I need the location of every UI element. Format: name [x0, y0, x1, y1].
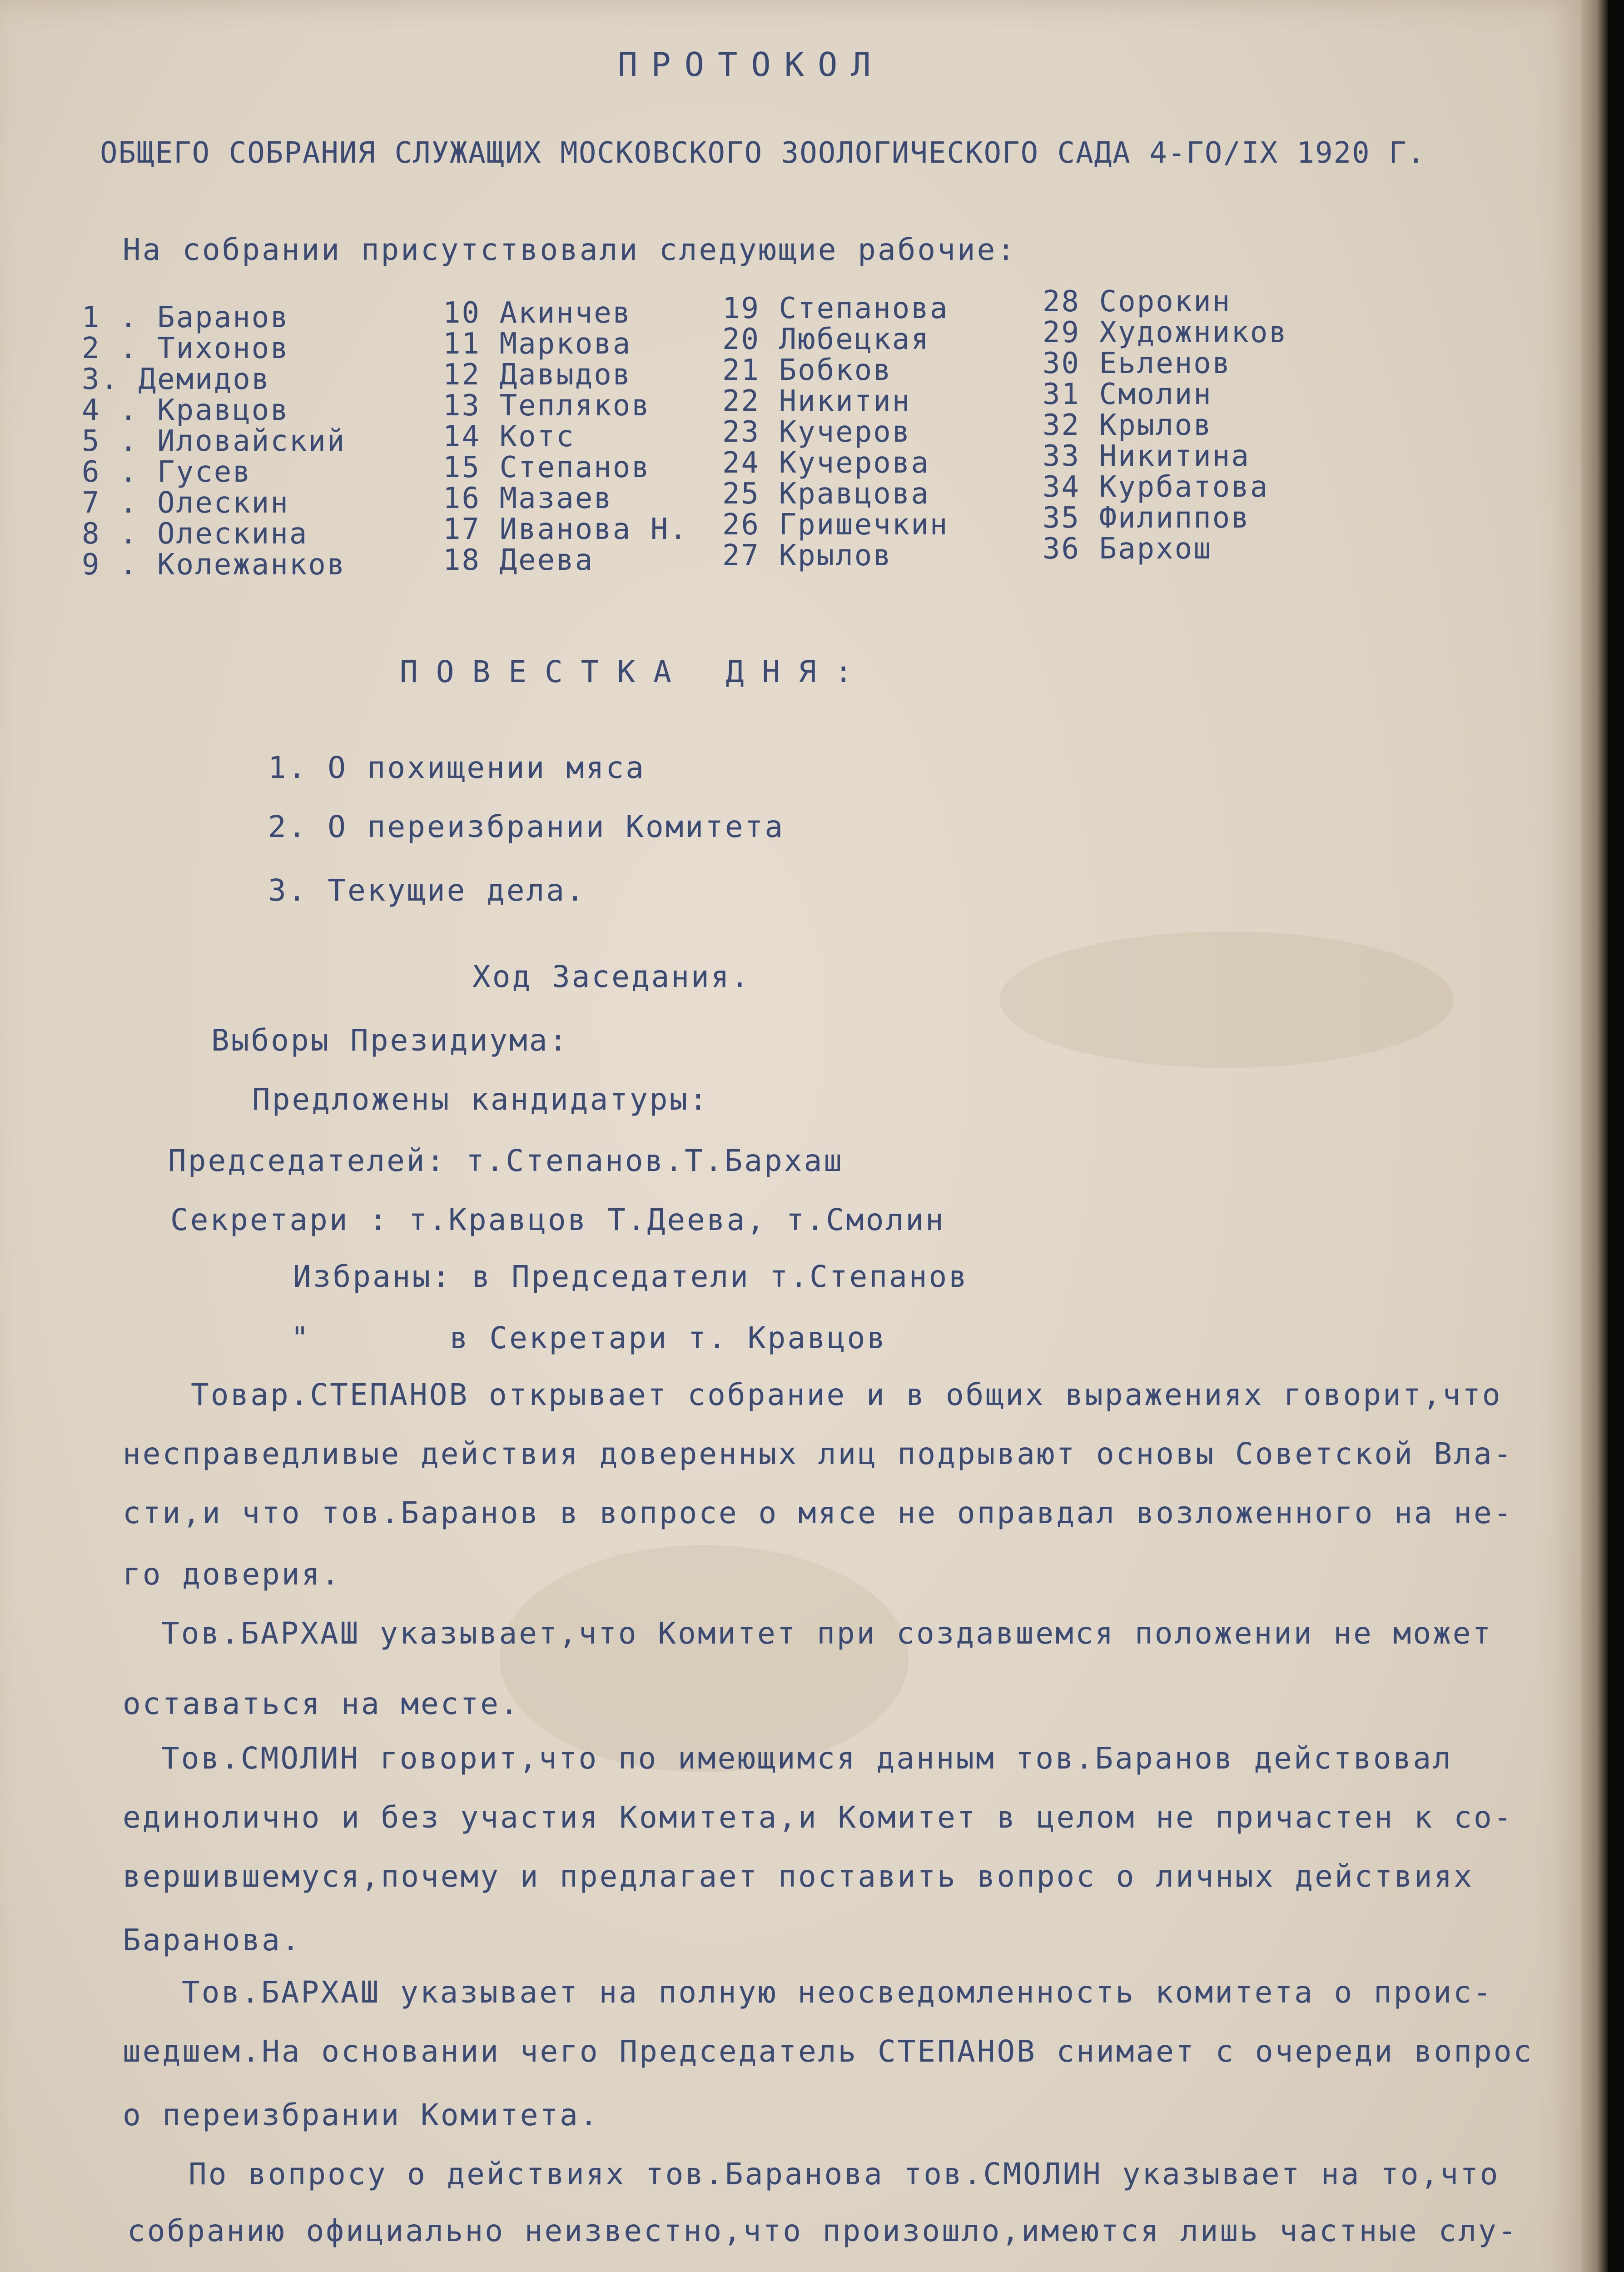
attendee: 29 Художников	[1043, 316, 1288, 349]
attendee: 2 . Тихонов	[82, 332, 289, 365]
body-line: По вопросу о действиях тов.Баранова тов.СМОЛИН указывает на то,что	[189, 2157, 1500, 2192]
attendee: 12 Давыдов	[443, 358, 632, 392]
paper-edge	[1581, 0, 1608, 2272]
attendee: 10 Акинчев	[443, 296, 632, 330]
elected-chair-line: Избраны: в Председатели т.Степанов	[293, 1259, 969, 1294]
agenda-heading: ПОВЕСТКА ДНЯ:	[400, 654, 871, 689]
secretaries-line: Секретари : т.Кравцов Т.Деева, т.Смолин	[170, 1202, 945, 1237]
body-line: Тов.БАРХАШ указывает на полную неосведомленность комитета о проис-	[182, 1975, 1493, 2010]
attendees-intro: На собрании присутствовали следующие рабочие:	[123, 232, 1017, 267]
body-line: несправедливые действия доверенных лиц подрывают основы Советской Вла-	[123, 1436, 1514, 1471]
attendee: 5 . Иловайский	[82, 424, 346, 458]
agenda-item: 1. О похищении мяса	[268, 750, 646, 785]
chairs-line: Председателей: т.Степанов.Т.Бархаш	[168, 1143, 844, 1178]
agenda-item: 2. О переизбрании Комитета	[268, 809, 785, 844]
attendee-column-2	[443, 298, 688, 576]
attendee: 33 Никитина	[1043, 439, 1250, 473]
attendee: 14 Котс	[443, 420, 575, 453]
attendee: 31 Смолин	[1043, 378, 1212, 411]
body-line: вершившемуся,почему и предлагает поставить вопрос о личных действиях	[123, 1859, 1474, 1894]
body-line: сти,и что тов.Баранов в вопросе о мясе не оправдал возложенного на не-	[123, 1495, 1514, 1530]
document-subtitle: ОБЩЕГО СОБРАНИЯ СЛУЖАЩИХ МОСКОВСКОГО ЗООЛОГИЧЕСКОГО САДА 4-ГО/IX 1920 Г.	[100, 136, 1426, 170]
body-line: о переизбрании Комитета.	[123, 2098, 600, 2132]
body-line: го доверия.	[123, 1557, 342, 1592]
proceedings-heading: Ход Заседания.	[472, 959, 751, 994]
paper-stain	[500, 1545, 909, 1772]
body-line: Тов.СМОЛИН говорит,что по имеющимся данным тов.Баранов действовал	[161, 1741, 1453, 1776]
attendee: 32 Крылов	[1043, 409, 1212, 442]
body-line: Баранова.	[123, 1923, 302, 1958]
body-line: шедшем.На основании чего Председатель СТЕПАНОВ снимает с очереди вопрос	[123, 2034, 1534, 2069]
attendee: 35 Филиппов	[1043, 501, 1250, 535]
body-line: единолично и без участия Комитета,и Комитет в целом не причастен к со-	[123, 1800, 1514, 1835]
body-line: оставаться на месте.	[123, 1686, 520, 1721]
attendee: 1 . Баранов	[82, 301, 289, 334]
attendee: 20 Любецкая	[722, 323, 930, 356]
attendee: 25 Кравцова	[722, 477, 930, 511]
candidates-line: Предложены кандидатуры:	[252, 1082, 709, 1117]
attendee: 19 Степанова	[722, 292, 949, 325]
attendee: 36 Бархош	[1043, 532, 1212, 566]
attendee-column-4	[1043, 286, 1288, 564]
elected-secretary-line: " в Секретари т. Кравцов	[291, 1320, 887, 1355]
attendee: 22 Никитин	[722, 384, 911, 418]
attendee: 34 Курбатова	[1043, 470, 1269, 504]
attendee: 30 Еьленов	[1043, 347, 1232, 380]
attendee: 27 Крылов	[722, 539, 892, 573]
attendee: 4 . Кравцов	[82, 394, 289, 427]
attendee-column-1	[82, 302, 346, 580]
paper-stain	[999, 932, 1454, 1068]
attendee: 18 Деева	[443, 543, 594, 577]
attendee: 6 . Гусев	[82, 455, 252, 489]
body-line: Тов.БАРХАШ указывает,что Комитет при создавшемся положении не может	[161, 1616, 1493, 1651]
document-title: ПРОТОКОЛ	[618, 45, 884, 84]
body-line: собранию официально неизвестно,что произошло,имеются лишь частные слу-	[127, 2213, 1518, 2248]
attendee: 7 . Олескин	[82, 486, 289, 520]
attendee: 11 Маркова	[443, 327, 632, 361]
attendee-column-3	[722, 293, 949, 571]
attendee: 3. Демидов	[82, 363, 271, 396]
attendee: 21 Бобков	[722, 354, 892, 387]
attendee: 13 Тепляков	[443, 389, 651, 423]
attendee: 28 Сорокин	[1043, 285, 1232, 319]
attendee: 24 Кучерова	[722, 446, 930, 480]
attendee: 23 Кучеров	[722, 415, 911, 449]
body-line: Товар.СТЕПАНОВ открывает собрание и в общих выражениях говорит,что	[191, 1377, 1502, 1412]
attendee: 26 Гришечкин	[722, 508, 949, 542]
attendee: 8 . Олескина	[82, 517, 308, 551]
attendee: 15 Степанов	[443, 451, 651, 484]
attendee: 17 Иванова Н.	[443, 513, 688, 546]
attendee: 9 . Колежанков	[82, 548, 346, 582]
agenda-item: 3. Текущие дела.	[268, 873, 586, 908]
presidium-line: Выборы Президиума:	[211, 1023, 569, 1058]
attendee: 16 Мазаев	[443, 482, 613, 515]
